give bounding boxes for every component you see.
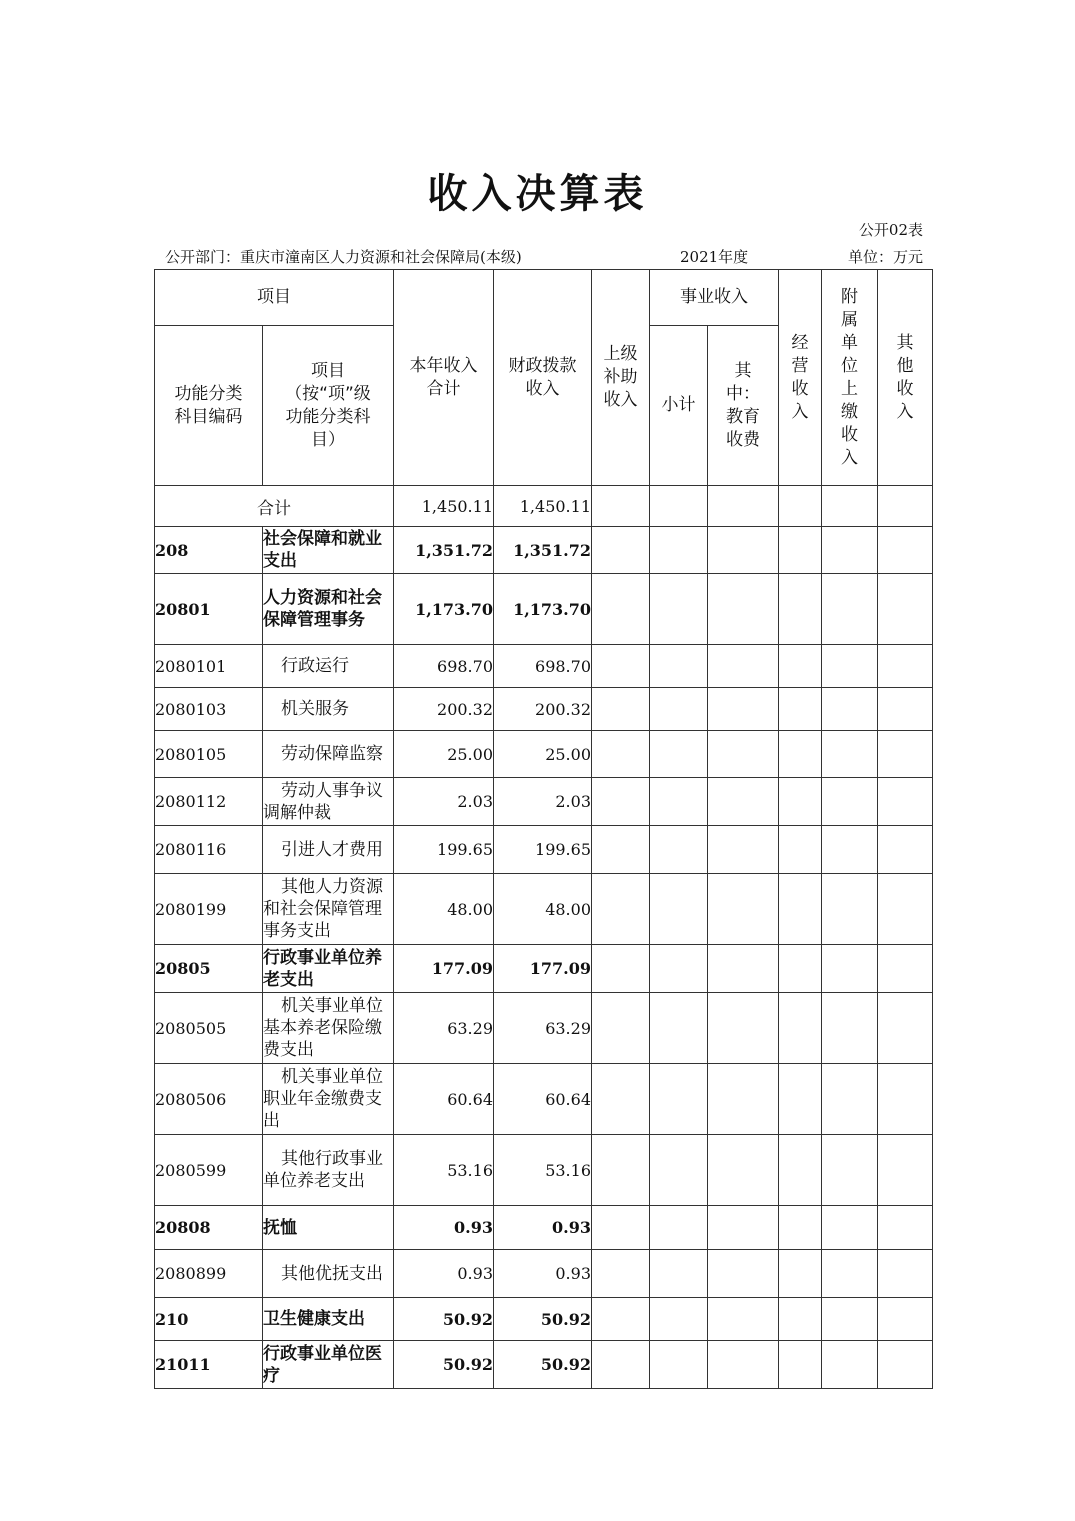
row-total-income: 60.64 <box>394 1064 494 1135</box>
table-row <box>155 778 933 826</box>
empty-cell <box>779 645 822 688</box>
empty-cell <box>592 778 650 826</box>
header-fiscal <box>494 270 592 486</box>
table-row <box>155 1298 933 1341</box>
total-income-value: 1,450.11 <box>394 486 494 527</box>
empty-cell <box>822 945 878 993</box>
header-item-name <box>263 326 394 486</box>
empty-cell <box>878 874 933 945</box>
empty-cell <box>878 993 933 1064</box>
row-name: 卫生健康支出 <box>263 1298 394 1341</box>
row-total-income: 48.00 <box>394 874 494 945</box>
empty-cell <box>650 874 708 945</box>
table-row <box>155 731 933 778</box>
empty-cell <box>650 574 708 645</box>
empty-cell <box>878 1298 933 1341</box>
row-code: 2080105 <box>155 731 263 778</box>
row-fiscal: 2.03 <box>494 778 592 826</box>
empty-cell <box>822 826 878 874</box>
row-name: 行政事业单位医疗 <box>263 1341 394 1389</box>
year-label: 2021年度 <box>680 248 749 266</box>
empty-cell <box>708 731 779 778</box>
empty-cell <box>779 778 822 826</box>
row-code: 210 <box>155 1298 263 1341</box>
empty-cell <box>822 993 878 1064</box>
empty-cell <box>878 731 933 778</box>
empty-cell <box>708 574 779 645</box>
empty-cell <box>822 527 878 574</box>
empty-cell <box>650 1341 708 1389</box>
row-total-income: 199.65 <box>394 826 494 874</box>
empty-cell <box>822 1250 878 1298</box>
header-operating-text: 经营收入 <box>791 332 809 422</box>
row-total-income: 63.29 <box>394 993 494 1064</box>
row-fiscal: 50.92 <box>494 1298 592 1341</box>
empty-cell <box>822 1064 878 1135</box>
empty-cell <box>878 688 933 731</box>
empty-cell <box>878 1206 933 1250</box>
row-name: 引进人才费用 <box>263 826 394 874</box>
row-code: 2080199 <box>155 874 263 945</box>
row-name: 人力资源和社会保障管理事务 <box>263 574 394 645</box>
row-fiscal: 50.92 <box>494 1341 592 1389</box>
row-name: 机关服务 <box>263 688 394 731</box>
empty-cell <box>592 527 650 574</box>
row-code: 20808 <box>155 1206 263 1250</box>
empty-cell <box>779 1298 822 1341</box>
row-code: 20801 <box>155 574 263 645</box>
row-code: 2080599 <box>155 1135 263 1206</box>
header-edu-fee <box>708 326 779 486</box>
empty-cell <box>878 1341 933 1389</box>
header-func-code-text: 功能分类科目编码 <box>174 383 243 427</box>
empty-cell <box>708 1064 779 1135</box>
row-fiscal: 177.09 <box>494 945 592 993</box>
empty-cell <box>822 1135 878 1206</box>
empty-cell <box>592 688 650 731</box>
row-name: 其他优抚支出 <box>263 1250 394 1298</box>
empty-cell <box>708 778 779 826</box>
row-fiscal: 1,351.72 <box>494 527 592 574</box>
empty-cell <box>592 993 650 1064</box>
empty-cell <box>708 1206 779 1250</box>
row-name: 抚恤 <box>263 1206 394 1250</box>
empty-cell <box>708 1298 779 1341</box>
empty-cell <box>779 874 822 945</box>
empty-cell <box>779 527 822 574</box>
empty-cell <box>779 574 822 645</box>
empty-cell <box>592 645 650 688</box>
header-total-income-text: 本年收入合计 <box>409 355 478 399</box>
header-superior <box>592 270 650 486</box>
empty-cell <box>592 574 650 645</box>
row-code: 2080103 <box>155 688 263 731</box>
row-code: 2080505 <box>155 993 263 1064</box>
row-total-income: 2.03 <box>394 778 494 826</box>
header-item-name-text: 项目（按“项”级功能分类科目） <box>285 360 371 450</box>
empty-cell <box>822 574 878 645</box>
header-career: 事业收入 <box>650 270 779 326</box>
empty-cell <box>650 1298 708 1341</box>
empty-cell <box>822 1206 878 1250</box>
row-code: 2080116 <box>155 826 263 874</box>
table-row <box>155 574 933 645</box>
empty-cell <box>708 874 779 945</box>
table-row <box>155 645 933 688</box>
empty-cell <box>779 1206 822 1250</box>
empty-cell <box>878 778 933 826</box>
empty-cell <box>878 1250 933 1298</box>
empty-cell <box>878 1064 933 1135</box>
empty-cell <box>822 778 878 826</box>
header-project: 项目 <box>155 270 394 326</box>
table-row <box>155 993 933 1064</box>
total-fiscal-value: 1,450.11 <box>494 486 592 527</box>
department-label: 公开部门：重庆市潼南区人力资源和社会保障局(本级) <box>165 248 522 266</box>
empty-cell <box>592 1298 650 1341</box>
empty-cell <box>779 1135 822 1206</box>
empty-cell <box>779 826 822 874</box>
row-name: 机关事业单位职业年金缴费支出 <box>263 1064 394 1135</box>
empty-cell <box>708 1250 779 1298</box>
row-code: 2080506 <box>155 1064 263 1135</box>
empty-cell <box>592 486 650 527</box>
table-row <box>155 1064 933 1135</box>
row-fiscal: 53.16 <box>494 1135 592 1206</box>
row-total-income: 50.92 <box>394 1341 494 1389</box>
header-superior-text: 上级补助收入 <box>603 344 638 410</box>
row-fiscal: 1,173.70 <box>494 574 592 645</box>
row-name: 行政运行 <box>263 645 394 688</box>
empty-cell <box>878 826 933 874</box>
empty-cell <box>878 574 933 645</box>
table-row <box>155 945 933 993</box>
empty-cell <box>822 688 878 731</box>
empty-cell <box>650 527 708 574</box>
empty-cell <box>592 1206 650 1250</box>
row-code: 2080112 <box>155 778 263 826</box>
empty-cell <box>822 1341 878 1389</box>
empty-cell <box>708 826 779 874</box>
empty-cell <box>650 1206 708 1250</box>
empty-cell <box>592 731 650 778</box>
row-name: 机关事业单位基本养老保险缴费支出 <box>263 993 394 1064</box>
empty-cell <box>708 486 779 527</box>
header-other <box>878 270 933 486</box>
header-operating <box>779 270 822 486</box>
header-fiscal-text: 财政拨款收入 <box>508 355 577 399</box>
empty-cell <box>592 874 650 945</box>
empty-cell <box>592 1341 650 1389</box>
empty-cell <box>822 486 878 527</box>
income-table <box>154 269 933 1389</box>
empty-cell <box>708 993 779 1064</box>
row-total-income: 50.92 <box>394 1298 494 1341</box>
row-total-income: 25.00 <box>394 731 494 778</box>
row-fiscal: 48.00 <box>494 874 592 945</box>
row-fiscal: 200.32 <box>494 688 592 731</box>
empty-cell <box>779 486 822 527</box>
empty-cell <box>822 1298 878 1341</box>
header-affiliated <box>822 270 878 486</box>
empty-cell <box>708 1135 779 1206</box>
form-number: 公开02表 <box>858 221 923 239</box>
row-total-income: 53.16 <box>394 1135 494 1206</box>
row-name: 劳动人事争议调解仲裁 <box>263 778 394 826</box>
row-fiscal: 0.93 <box>494 1250 592 1298</box>
row-name: 社会保障和就业支出 <box>263 527 394 574</box>
table-row <box>155 826 933 874</box>
table-row <box>155 1135 933 1206</box>
empty-cell <box>708 945 779 993</box>
row-name: 其他人力资源和社会保障管理事务支出 <box>263 874 394 945</box>
row-fiscal: 25.00 <box>494 731 592 778</box>
empty-cell <box>779 993 822 1064</box>
table-row <box>155 1250 933 1298</box>
row-total-income: 1,351.72 <box>394 527 494 574</box>
empty-cell <box>592 1250 650 1298</box>
row-total-income: 698.70 <box>394 645 494 688</box>
empty-cell <box>592 826 650 874</box>
empty-cell <box>650 731 708 778</box>
empty-cell <box>650 945 708 993</box>
empty-cell <box>878 486 933 527</box>
empty-cell <box>779 688 822 731</box>
empty-cell <box>779 1250 822 1298</box>
row-fiscal: 63.29 <box>494 993 592 1064</box>
empty-cell <box>650 1250 708 1298</box>
empty-cell <box>878 945 933 993</box>
empty-cell <box>650 688 708 731</box>
table-row <box>155 527 933 574</box>
row-code: 2080101 <box>155 645 263 688</box>
empty-cell <box>650 778 708 826</box>
empty-cell <box>779 1064 822 1135</box>
row-name: 行政事业单位养老支出 <box>263 945 394 993</box>
empty-cell <box>878 1135 933 1206</box>
row-fiscal: 698.70 <box>494 645 592 688</box>
row-fiscal: 0.93 <box>494 1206 592 1250</box>
table-row <box>155 1341 933 1389</box>
row-total-income: 1,173.70 <box>394 574 494 645</box>
table-row <box>155 874 933 945</box>
empty-cell <box>650 993 708 1064</box>
empty-cell <box>650 826 708 874</box>
empty-cell <box>650 1064 708 1135</box>
table-row <box>155 688 933 731</box>
empty-cell <box>779 945 822 993</box>
empty-cell <box>650 486 708 527</box>
header-total-income <box>394 270 494 486</box>
page-title: 收入决算表 <box>427 171 648 217</box>
header-subtotal: 小计 <box>650 326 708 486</box>
empty-cell <box>878 527 933 574</box>
row-name: 其他行政事业单位养老支出 <box>263 1135 394 1206</box>
total-label: 合计 <box>155 486 394 527</box>
table-row <box>155 1206 933 1250</box>
empty-cell <box>650 645 708 688</box>
empty-cell <box>822 731 878 778</box>
total-row <box>155 486 933 527</box>
header-affiliated-text: 附属单位上缴收入 <box>841 286 858 468</box>
empty-cell <box>822 645 878 688</box>
empty-cell <box>592 1064 650 1135</box>
empty-cell <box>779 1341 822 1389</box>
unit-label: 单位：万元 <box>847 248 923 266</box>
empty-cell <box>650 1135 708 1206</box>
empty-cell <box>779 731 822 778</box>
empty-cell <box>708 1341 779 1389</box>
row-total-income: 0.93 <box>394 1250 494 1298</box>
empty-cell <box>592 1135 650 1206</box>
header-func-code <box>155 326 263 486</box>
empty-cell <box>878 645 933 688</box>
row-fiscal: 199.65 <box>494 826 592 874</box>
empty-cell <box>708 688 779 731</box>
empty-cell <box>822 874 878 945</box>
row-name: 劳动保障监察 <box>263 731 394 778</box>
empty-cell <box>708 527 779 574</box>
header-edu-fee-text: 其中：教育收费 <box>726 360 760 450</box>
empty-cell <box>708 645 779 688</box>
row-total-income: 177.09 <box>394 945 494 993</box>
row-code: 208 <box>155 527 263 574</box>
header-other-text: 其他收入 <box>896 332 914 422</box>
row-code: 20805 <box>155 945 263 993</box>
row-code: 2080899 <box>155 1250 263 1298</box>
empty-cell <box>592 945 650 993</box>
row-total-income: 200.32 <box>394 688 494 731</box>
row-code: 21011 <box>155 1341 263 1389</box>
row-total-income: 0.93 <box>394 1206 494 1250</box>
row-fiscal: 60.64 <box>494 1064 592 1135</box>
